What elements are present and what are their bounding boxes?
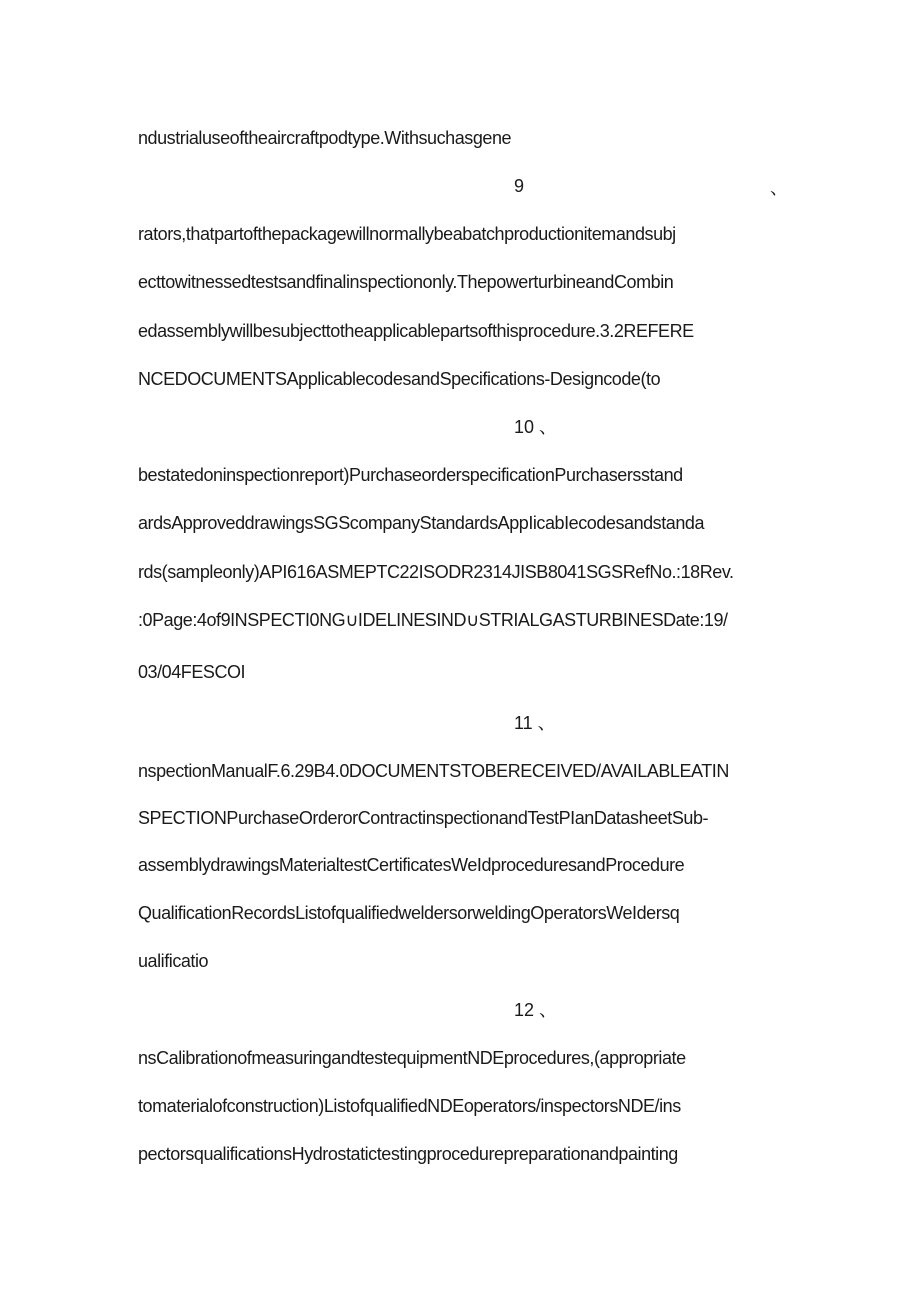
text-line-6: bestatedoninspectionreport)PurchaseorderspecificationPurchasersstand <box>138 465 683 485</box>
text-line-1: ndustrialuseoftheaircraftpodtype.Withsuchasgene <box>138 128 512 148</box>
page-marker-12: 12 、 <box>514 1000 558 1020</box>
text-line-11: nspectionManualF.6.29B4.0DOCUMENTSTOBERECEIVED/AVAILABLEATIN <box>138 761 729 781</box>
page-marker-11: 11 、 <box>514 713 556 733</box>
text-line-7: ardsApproveddrawingsSGScompanyStandardsAppIicabIecodesandstanda <box>138 513 705 533</box>
text-line-16: nsCalibrationofmeasuringandtestequipmentNDEprocedures,(appropriate <box>138 1048 686 1068</box>
text-line-10: 03/04FESCOI <box>138 662 246 682</box>
text-line-12: SPECTIONPurchaseOrderorContractinspectionandTestPIanDatasheetSub- <box>138 808 709 828</box>
page-marker-9: 9 <box>514 176 525 196</box>
text-line-5: NCEDOCUMENTSApplicablecodesandSpecifications-Designcode(to <box>138 369 661 389</box>
text-line-17: tomaterialofconstruction)ListofqualifiedNDEoperators/inspectorsNDE/ins <box>138 1096 681 1116</box>
page-marker-9-mark: 、 <box>770 178 788 198</box>
text-line-18: pectorsqualificationsHydrostatictestingprocedurepreparationandpainting <box>138 1144 678 1164</box>
text-line-8: rds(sampleonly)API616ASMEPTC22ISODR2314JISB8041SGSRefNo.:18Rev. <box>138 562 734 582</box>
text-line-3: ecttowitnessedtestsandfinalinspectiononly.ThepowerturbineandCombin <box>138 272 674 292</box>
text-line-2: rators,thatpartofthepackagewillnormallybeabatchproductionitemandsubj <box>138 224 676 244</box>
text-line-4: edassemblywillbesubjecttotheapplicablepartsofthisprocedure.3.2REFERE <box>138 321 694 341</box>
text-line-15: ualificatio <box>138 951 209 971</box>
text-line-13: assemblydrawingsMaterialtestCertificatesWeIdproceduresandProcedure <box>138 855 685 875</box>
text-line-9: :0Page:4of9INSPECTI0NG∪IDELINESIND∪STRIALGASTURBINESDate:19/ <box>138 610 728 630</box>
page-marker-10: 10 、 <box>514 417 558 437</box>
text-line-14: QualificationRecordsListofqualifiedweldersorweldingOperatorsWeIdersq <box>138 903 680 923</box>
